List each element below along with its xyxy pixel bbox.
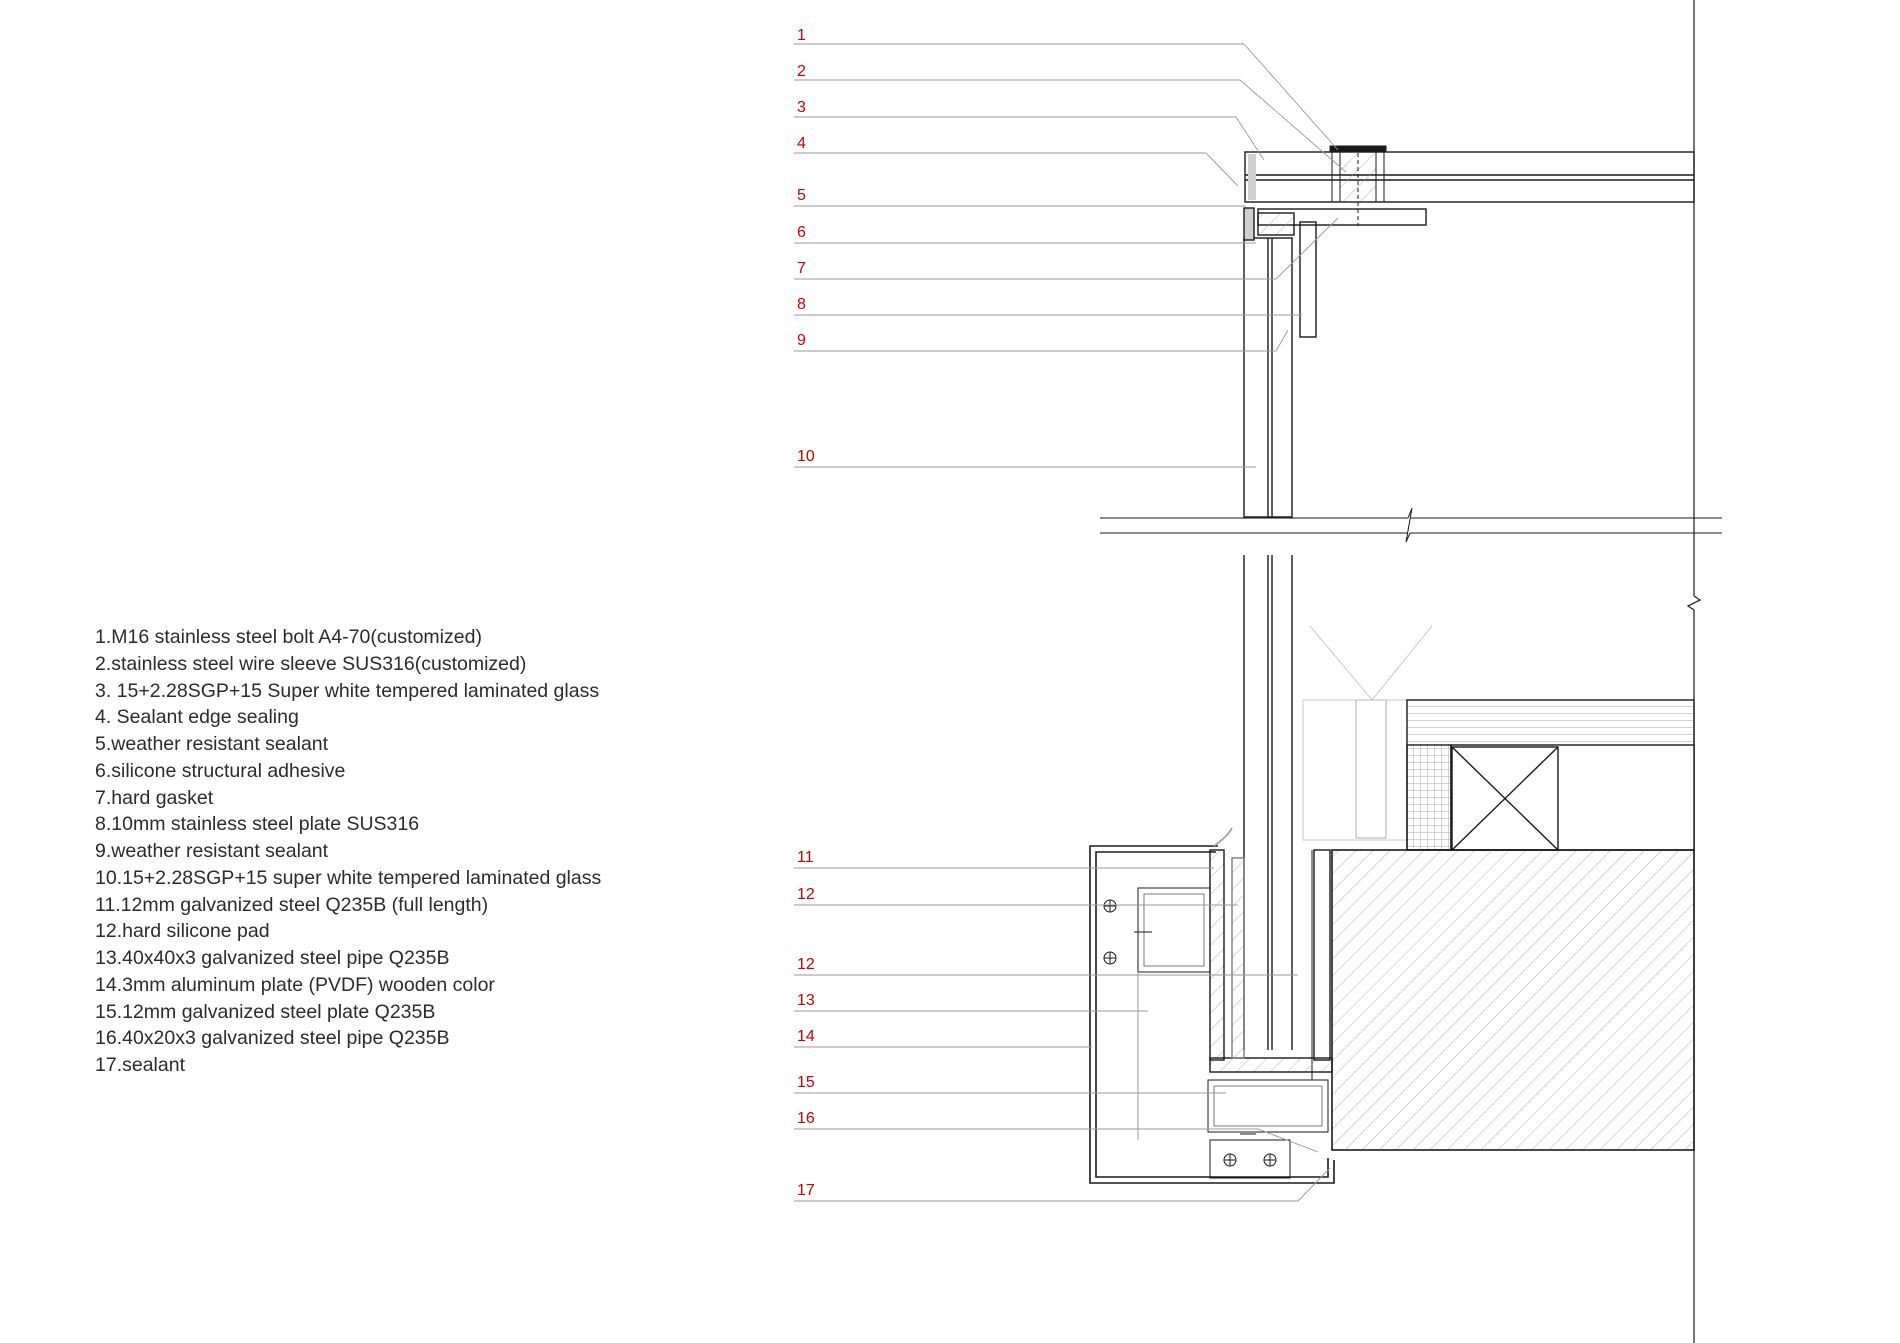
upper-masonry [1407, 700, 1694, 850]
callout-3: 3 [797, 99, 806, 116]
callout-2: 2 [797, 63, 806, 80]
callout-9: 9 [797, 332, 806, 349]
callout-17: 17 [797, 1182, 815, 1199]
glass-fin-upper [1244, 208, 1292, 517]
legend-item-5: 5.weather resistant sealant [95, 733, 329, 755]
callout-5: 5 [797, 187, 806, 204]
callout-16: 16 [797, 1110, 815, 1127]
legend-item-13: 13.40x40x3 galvanized steel pipe Q235B [95, 947, 450, 969]
legend-item-6: 6.silicone structural adhesive [95, 759, 346, 782]
legend-item-10: 10.15+2.28SGP+15 super white tempered laminated glass [95, 866, 602, 889]
legend-item-14: 14.3mm aluminum plate (PVDF) wooden color [95, 973, 495, 996]
legend-item-12: 12.hard silicone pad [95, 920, 270, 943]
callout-15: 15 [797, 1074, 815, 1091]
legend-item-1: 1.M16 stainless steel bolt A4-70(customized) [95, 626, 482, 648]
legend-item-8: 8.10mm stainless steel plate SUS316 [95, 813, 420, 836]
callout-4: 4 [797, 135, 806, 152]
callout-6: 6 [797, 224, 806, 241]
legend-item-15: 15.12mm galvanized steel plate Q235B [95, 1000, 436, 1023]
callout-12a: 12 [797, 886, 815, 903]
glass-fin-lower [1244, 555, 1292, 1050]
legend-item-2: 2.stainless steel wire sleeve SUS316(customized) [95, 652, 527, 675]
callout-14: 14 [797, 1028, 815, 1045]
legend-item-16: 16.40x20x3 galvanized steel pipe Q235B [95, 1027, 450, 1050]
legend-item-17: 17.sealant [95, 1054, 185, 1076]
legend-item-3: 3. 15+2.28SGP+15 Super white tempered laminated glass [95, 679, 600, 702]
legend-item-7: 7.hard gasket [95, 786, 214, 809]
legend-item-9: 9.weather resistant sealant [95, 840, 329, 862]
bolt-assembly [1330, 146, 1386, 226]
callout-12b: 12 [797, 956, 815, 973]
callout-13: 13 [797, 992, 815, 1009]
steel-channel [1210, 850, 1332, 1072]
concrete-block [1312, 850, 1694, 1150]
callout-11: 11 [797, 849, 814, 866]
callout-7: 7 [797, 260, 806, 277]
legend-item-11: 11.12mm galvanized steel Q235B (full length) [95, 893, 489, 916]
callout-numbers [797, 27, 815, 1199]
callout-1: 1 [797, 27, 806, 44]
steel-plate-top [1258, 209, 1426, 337]
callout-10: 10 [797, 448, 815, 465]
legend-item-4: 4. Sealant edge sealing [95, 706, 299, 729]
callout-8: 8 [797, 296, 806, 313]
canopy-glass [1245, 152, 1694, 202]
break-line [1100, 508, 1722, 542]
